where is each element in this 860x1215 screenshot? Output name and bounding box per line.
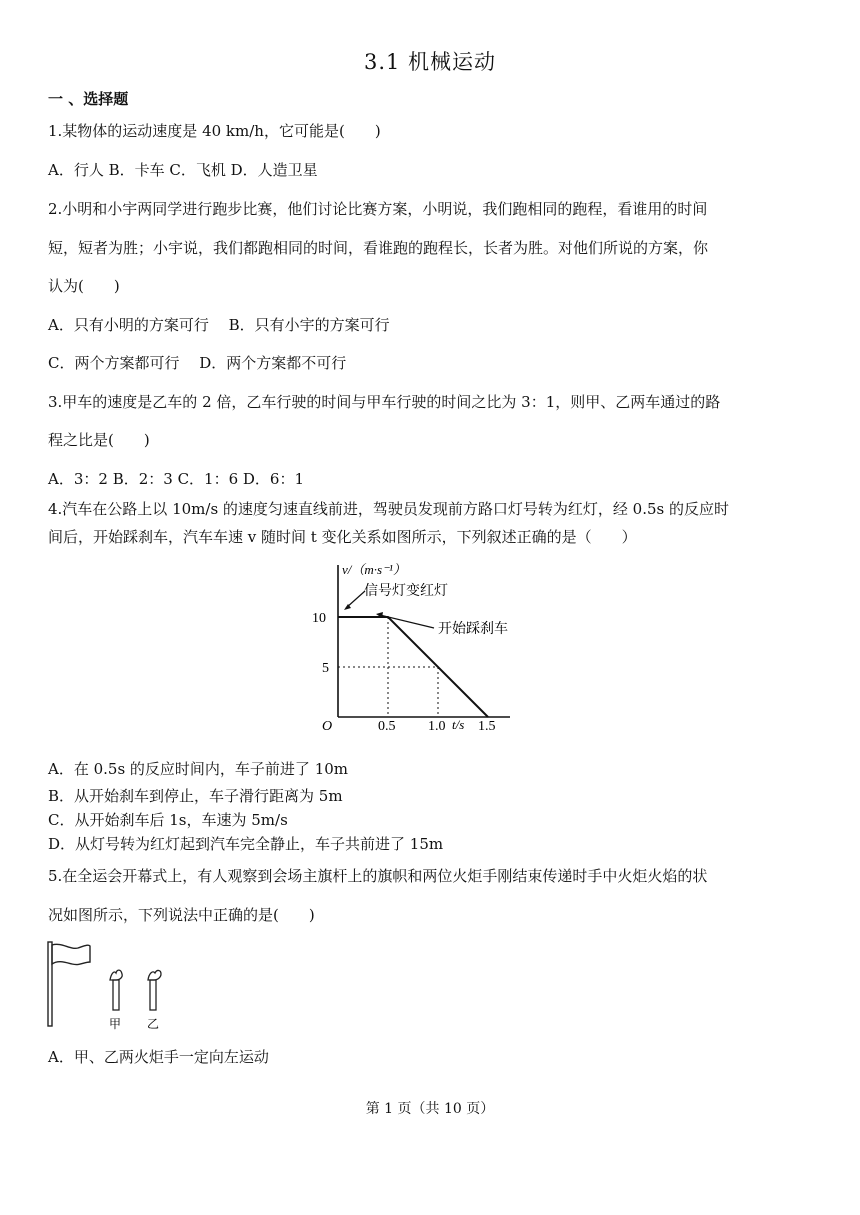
q4-option-d: D．从灯号转为红灯起到汽车完全静止，车子共前进了 15m <box>48 835 444 853</box>
q1-stem: 1.某物体的运动速度是 40 km/h，它可能是( ) <box>48 122 381 140</box>
q4-stem-line2: 间后，开始踩刹车，汽车车速 v 随时间 t 变化关系如图所示，下列叙述正确的是（ ） <box>48 528 637 546</box>
flag-icon <box>48 942 90 1026</box>
torch-yi-icon <box>148 970 161 1010</box>
q2-stem-line2: 短，短者为胜；小宇说，我们都跑相同的时间，看谁跑的跑程长，长者为胜。对他们所说的方案，你 <box>48 239 709 257</box>
q4-option-c: C．从开始刹车后 1s，车速为 5m/s <box>48 811 288 829</box>
q5-stem-line1: 5.在全运会开幕式上，有人观察到会场主旗杆上的旗帜和两位火炬手刚结束传递时手中火炬火焰的状 <box>48 867 708 885</box>
torch-jia-icon <box>110 970 122 1010</box>
q4-option-b: B．从开始刹车到停止，车子滑行距离为 5m <box>48 787 343 805</box>
flag-torch-figure <box>40 940 190 1035</box>
q2-stem-line1: 2.小明和小宇两同学进行跑步比赛，他们讨论比赛方案，小明说，我们跑相同的跑程，看谁用的时间 <box>48 200 708 218</box>
origin-label: O <box>322 719 333 734</box>
q4-stem-line1: 4.汽车在公路上以 10m/s 的速度匀速直线前进，驾驶员发现前方路口灯号转为红灯，经 0.5s 的反应时 <box>48 500 730 518</box>
q5-option-a: A．甲、乙两火炬手一定向左运动 <box>48 1048 269 1066</box>
y-tick-label: 5 <box>322 661 329 676</box>
q3-stem-line2: 程之比是( ) <box>48 431 150 449</box>
q5-stem-line2: 况如图所示，下列说法中正确的是( ) <box>48 906 315 924</box>
q1-options: A．行人 B．卡车 C．飞机 D．人造卫星 <box>48 161 318 179</box>
y-tick-label: 10 <box>312 611 326 626</box>
velocity-time-chart <box>300 555 540 735</box>
section-heading: 一 、选择题 <box>48 90 129 108</box>
q3-stem-line1: 3.甲车的速度是乙车的 2 倍，乙车行驶的时间与甲车行驶的时间之比为 3：1，则甲、乙两车通过的路 <box>48 393 721 411</box>
x-tick-label: 1.0 <box>428 719 446 734</box>
page-title: 3.1 机械运动 <box>363 50 497 74</box>
page-footer: 第 1 页（共 10 页） <box>365 1101 495 1117</box>
y-axis-label: v/（m·s⁻¹） <box>342 562 406 577</box>
chart-guides <box>338 617 438 717</box>
q3-options: A．3：2 B．2：3 C．1：6 D．6：1 <box>48 470 305 488</box>
q2-options-cd: C．两个方案都可行 D．两个方案都不可行 <box>48 354 347 372</box>
annotation-start-braking: 开始踩刹车 <box>438 621 508 637</box>
x-axis-label: t/s <box>452 717 465 732</box>
q4-option-a: A．在 0.5s 的反应时间内，车子前进了 10m <box>48 760 349 778</box>
q2-stem-line3: 认为( ) <box>48 277 120 295</box>
torch-jia-label: 甲 <box>109 1017 122 1031</box>
annotation-arrow-2 <box>380 615 434 628</box>
torch-yi-label: 乙 <box>147 1017 160 1031</box>
annotation-signal-red: 信号灯变红灯 <box>364 583 448 599</box>
q2-options-ab: A．只有小明的方案可行 B．只有小宇的方案可行 <box>48 316 390 334</box>
x-tick-label: 1.5 <box>478 719 496 734</box>
x-tick-label: 0.5 <box>378 719 396 734</box>
